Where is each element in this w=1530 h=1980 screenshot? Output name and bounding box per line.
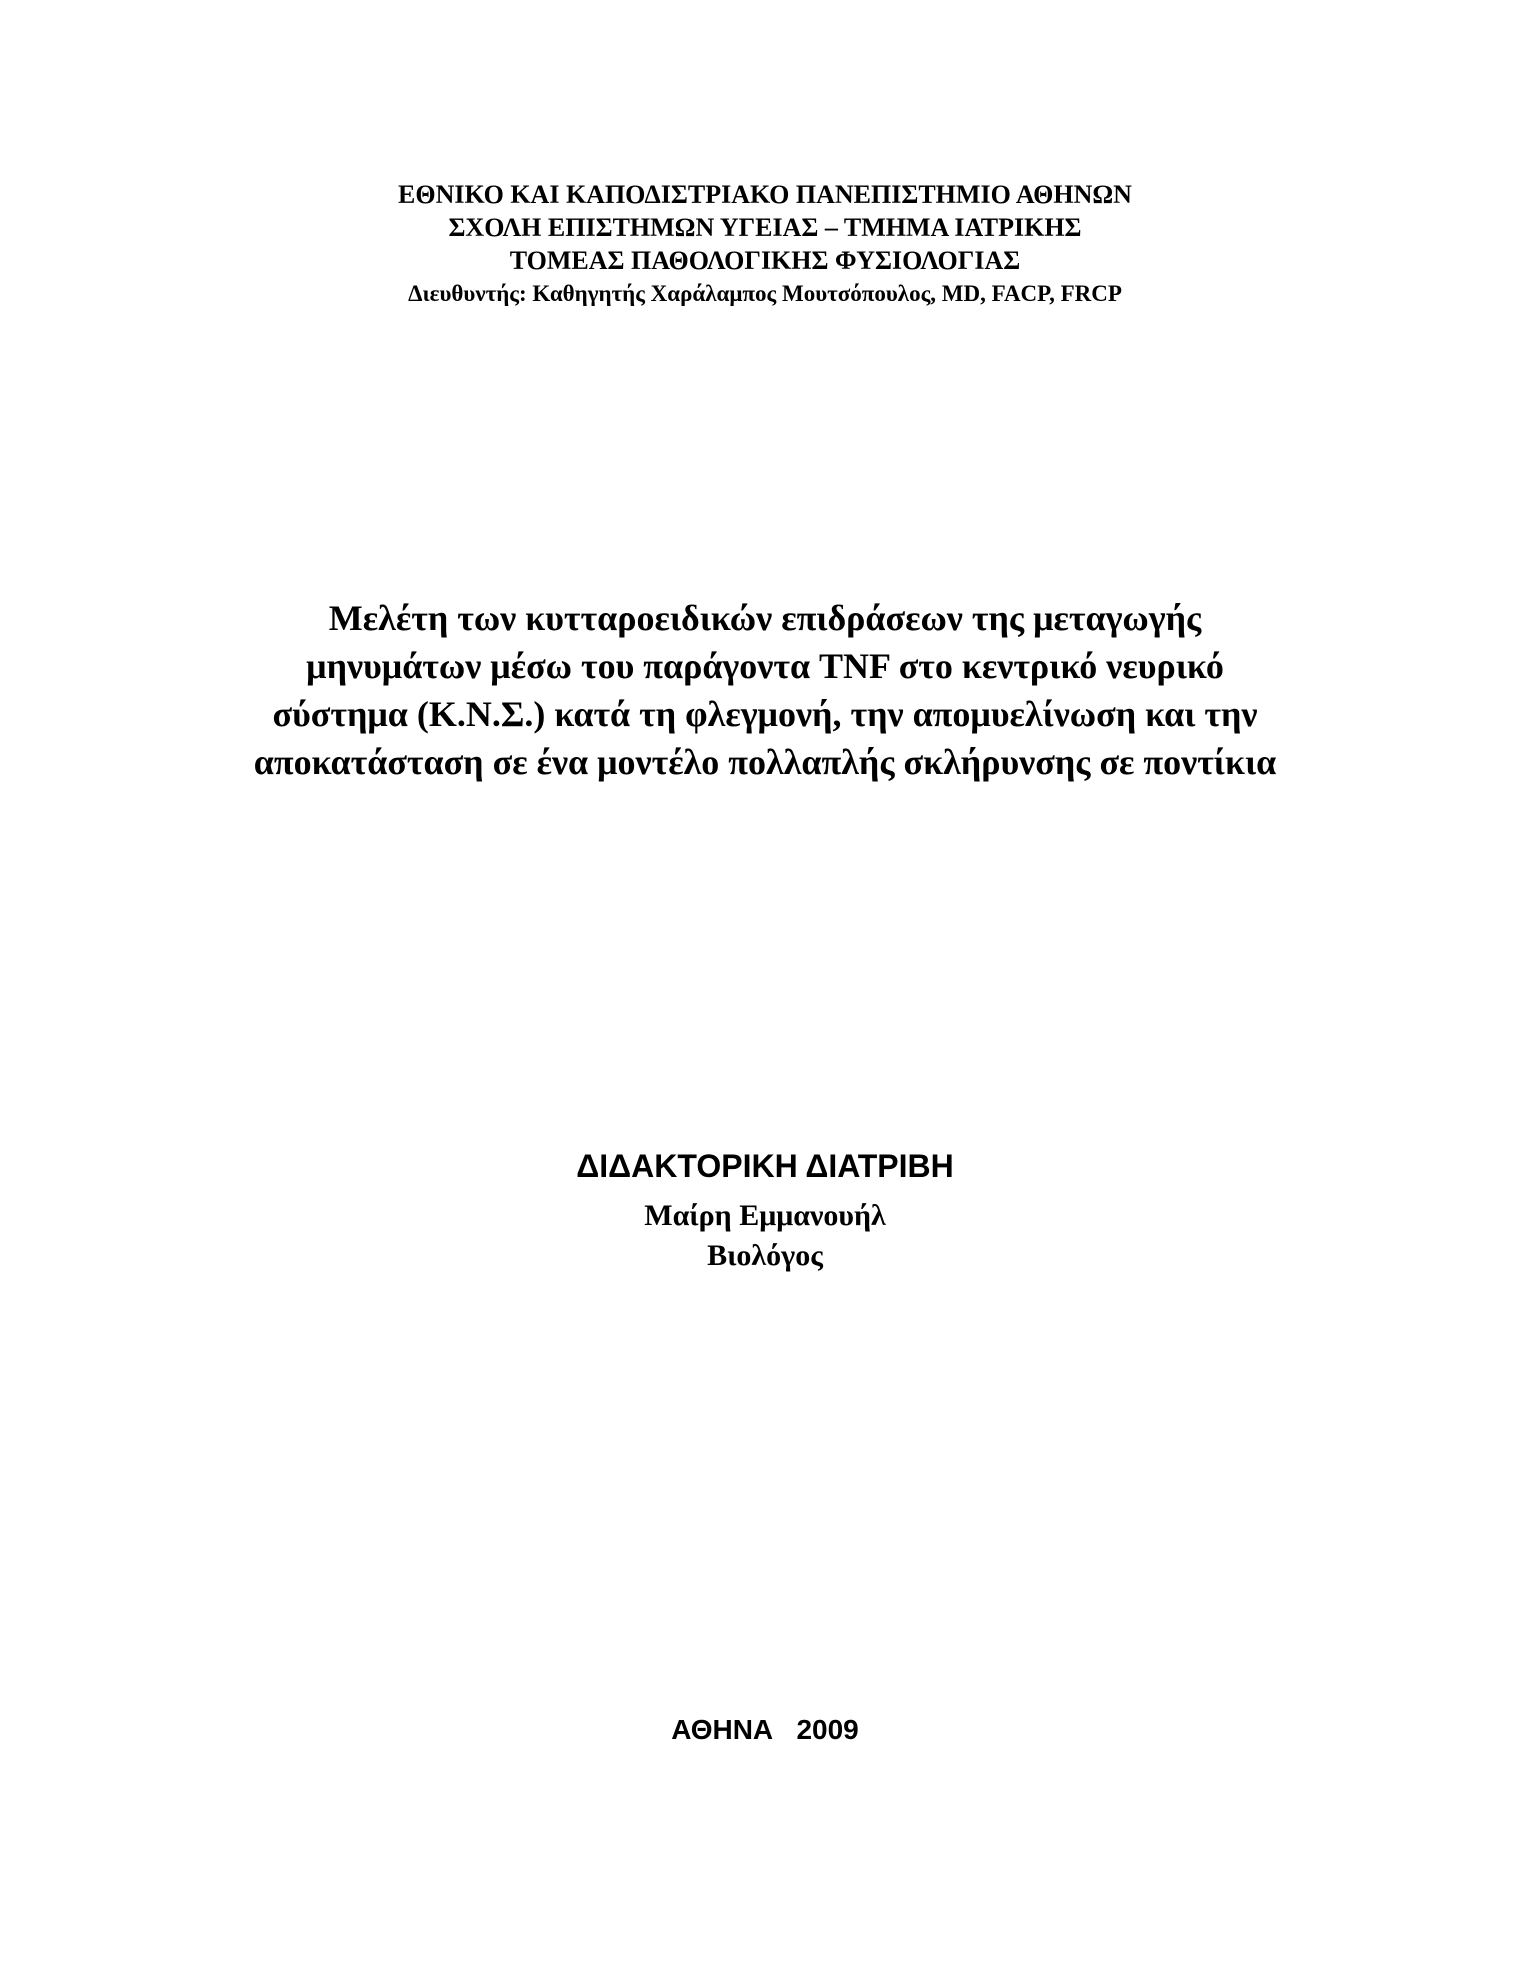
author-name: Μαίρη Εμμανουήλ	[644, 1199, 886, 1232]
author-block	[0, 1196, 1530, 1276]
school-name: ΣΧΟΛΗ ΕΠΙΣΤΗΜΩΝ ΥΓΕΙΑΣ – ΤΜΗΜΑ ΙΑΤΡΙΚΗΣ	[448, 213, 1082, 242]
thesis-type: ΔΙΔΑΚΤΟΡΙΚΗ ΔΙΑΤΡΙΒΗ	[576, 1148, 954, 1184]
director-line: Διευθυντής: Καθηγητής Χαράλαμπος Μουτσόπουλος, MD, FACP, FRCP	[408, 281, 1122, 306]
title-line-3: σύστημα (Κ.Ν.Σ.) κατά τη φλεγμονή, την απομυελίνωση και την	[272, 694, 1258, 734]
university-name: ΕΘΝΙΚΟ ΚΑΙ ΚΑΠΟΔΙΣΤΡΙΑΚΟ ΠΑΝΕΠΙΣΤΗΜΙΟ ΑΘΗΝΩΝ	[398, 180, 1132, 209]
thesis-title	[0, 594, 1530, 786]
author-profession: Βιολόγος	[707, 1239, 823, 1272]
department-name: ΤΟΜΕΑΣ ΠΑΘΟΛΟΓΙΚΗΣ ΦΥΣΙΟΛΟΓΙΑΣ	[509, 246, 1021, 275]
institution-header	[0, 178, 1530, 310]
title-line-1: Μελέτη των κυτταροειδικών επιδράσεων της μεταγωγής	[328, 598, 1202, 638]
place-and-year: ΑΘΗΝΑ 2009	[671, 1714, 859, 1745]
title-line-4: αποκατάσταση σε ένα μοντέλο πολλαπλής σκλήρυνσης σε ποντίκια	[253, 742, 1277, 782]
title-line-2: μηνυμάτων μέσω του παράγοντα TNF στο κεντρικό νευρικό	[306, 646, 1224, 686]
